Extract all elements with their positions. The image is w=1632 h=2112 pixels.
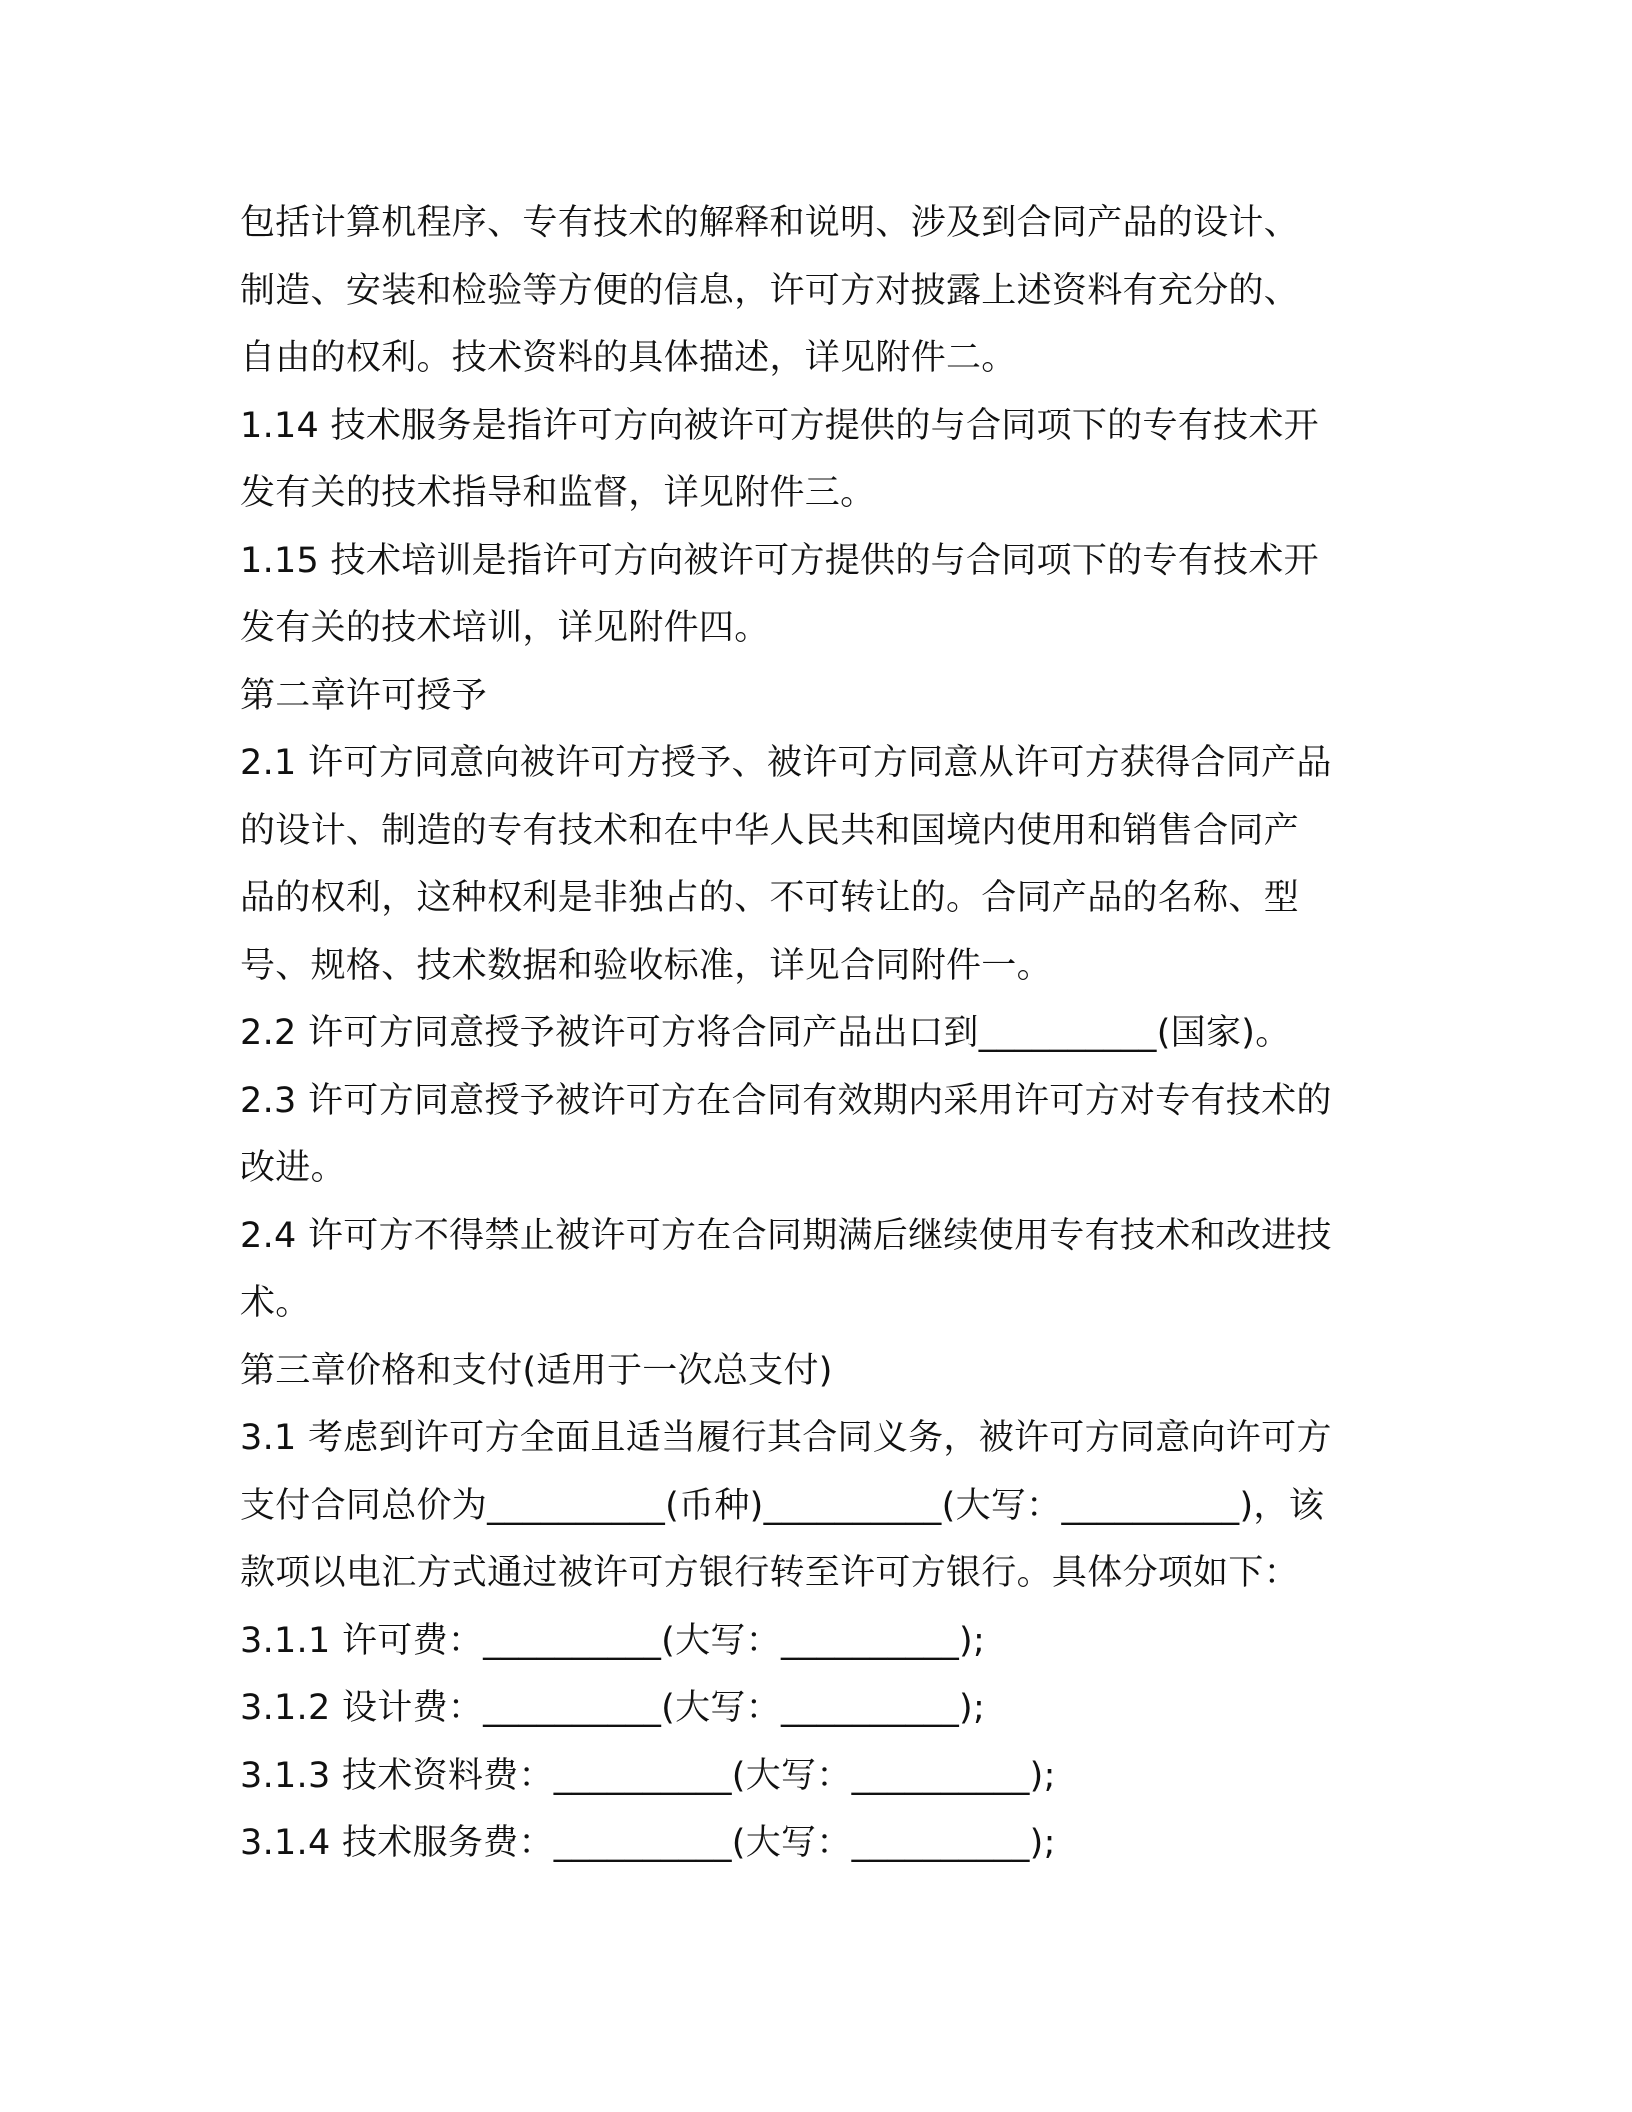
text-line: 款项以电汇方式通过被许可方银行转至许可方银行。具体分项如下： [240,1553,1300,1593]
clause-3-1-4: 3.1.4 技术服务费：__________(大写：__________); [240,1823,1056,1863]
text-line: 改进。 [240,1148,346,1188]
clause-3-1-3: 3.1.3 技术资料费：__________(大写：__________); [240,1755,1056,1796]
document-body [240,190,1400,1878]
chapter-3-heading: 第三章价格和支付(适用于一次总支付) [240,1350,833,1391]
clause-2-4: 2.4 许可方不得禁止被许可方在合同期满后继续使用专有技术和改进技 [240,1215,1332,1256]
text-line: 支付合同总价为__________(币种)__________(大写：__________)，该 [240,1485,1325,1526]
clause-3-1-1: 3.1.1 许可费：__________(大写：__________); [240,1620,986,1661]
clause-2-2: 2.2 许可方同意授予被许可方将合同产品出口到__________(国家)。 [240,1013,1291,1053]
text-line: 术。 [240,1283,311,1323]
clause-1-14: 1.14 技术服务是指许可方向被许可方提供的与合同项下的专有技术开 [240,405,1319,446]
text-line: 自由的权利。技术资料的具体描述，详见附件二。 [240,338,1017,378]
text-line: 的设计、制造的专有技术和在中华人民共和国境内使用和销售合同产 [240,810,1300,851]
text-line: 发有关的技术指导和监督，详见附件三。 [240,473,876,513]
text-line: 发有关的技术培训，详见附件四。 [240,608,770,648]
clause-3-1: 3.1 考虑到许可方全面且适当履行其合同义务，被许可方同意向许可方 [240,1418,1332,1458]
clause-2-3: 2.3 许可方同意授予被许可方在合同有效期内采用许可方对专有技术的 [240,1080,1332,1121]
text-line: 品的权利，这种权利是非独占的、不可转让的。合同产品的名称、型 [240,878,1300,918]
clause-3-1-2: 3.1.2 设计费：__________(大写：__________); [240,1688,986,1728]
clause-2-1: 2.1 许可方同意向被许可方授予、被许可方同意从许可方获得合同产品 [240,743,1332,783]
text-line: 号、规格、技术数据和验收标准，详见合同附件一。 [240,945,1052,986]
chapter-2-heading: 第二章许可授予 [240,675,488,716]
text-line: 包括计算机程序、专有技术的解释和说明、涉及到合同产品的设计、 [240,203,1300,243]
clause-1-15: 1.15 技术培训是指许可方向被许可方提供的与合同项下的专有技术开 [240,540,1319,581]
text-line: 制造、安装和检验等方便的信息，许可方对披露上述资料有充分的、 [240,270,1300,311]
